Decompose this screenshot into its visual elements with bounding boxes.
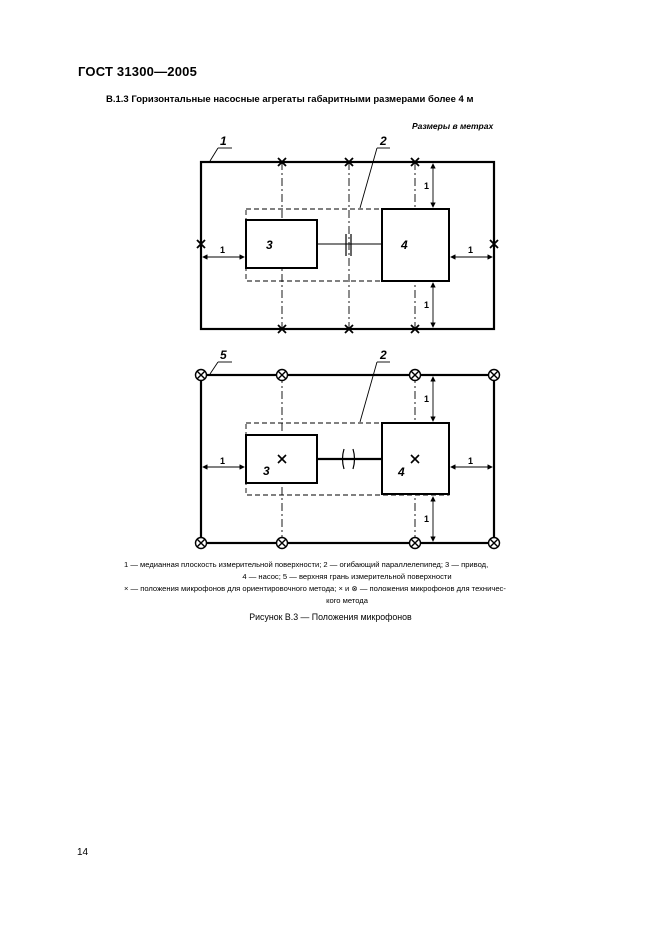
legend-line-3: × — положения микрофонов для ориентировочного метода; × и ⊗ — положения микрофонов для техничес-: [124, 584, 506, 593]
legend-line-1: 1 — медианная плоскость измерительной поверхности; 2 — огибающий параллелепипед; 3 — привод,: [124, 560, 489, 569]
top-diagram: [197, 148, 498, 333]
units-note: Размеры в метрах: [412, 121, 494, 131]
section-heading: В.1.3 Горизонтальные насосные агрегаты габаритными размерами более 4 м: [106, 94, 474, 105]
legend-line-4: кого метода: [326, 596, 368, 605]
top-measurement-surface: [201, 162, 494, 329]
top-x-markers: [197, 158, 498, 333]
legend-line-2: 4 — насос; 5 — верхняя грань измерительной поверхности: [242, 572, 452, 581]
top-pump-box: [382, 209, 449, 281]
bottom-callout-2: 2: [380, 348, 387, 362]
figure-legend: [124, 559, 570, 583]
top-dim-left: 1: [220, 245, 226, 255]
top-pump-label: 4: [401, 238, 408, 252]
bottom-dim-lower: 1: [424, 514, 430, 524]
top-drive-box: [246, 220, 317, 268]
figure-legend-markers: [124, 583, 570, 607]
bottom-dim-upper: 1: [424, 394, 430, 404]
document-standard-title: ГОСТ 31300—2005: [78, 64, 197, 79]
top-dim-right: 1: [468, 245, 474, 255]
top-callout-1: 1: [220, 134, 227, 148]
bottom-pump-label: 4: [398, 465, 405, 479]
bottom-dim-right: 1: [468, 456, 474, 466]
bottom-drive-label: 3: [263, 464, 270, 478]
bottom-diagram: [196, 362, 500, 549]
top-drive-label: 3: [266, 238, 273, 252]
figure-caption: Рисунок В.3 — Положения микрофонов: [249, 612, 412, 622]
top-dim-lower: 1: [424, 300, 430, 310]
page-number: 14: [77, 847, 89, 858]
top-callout-2: 2: [380, 134, 387, 148]
bottom-callout-5: 5: [220, 348, 227, 362]
top-dim-upper: 1: [424, 181, 430, 191]
bottom-dim-left: 1: [220, 456, 226, 466]
